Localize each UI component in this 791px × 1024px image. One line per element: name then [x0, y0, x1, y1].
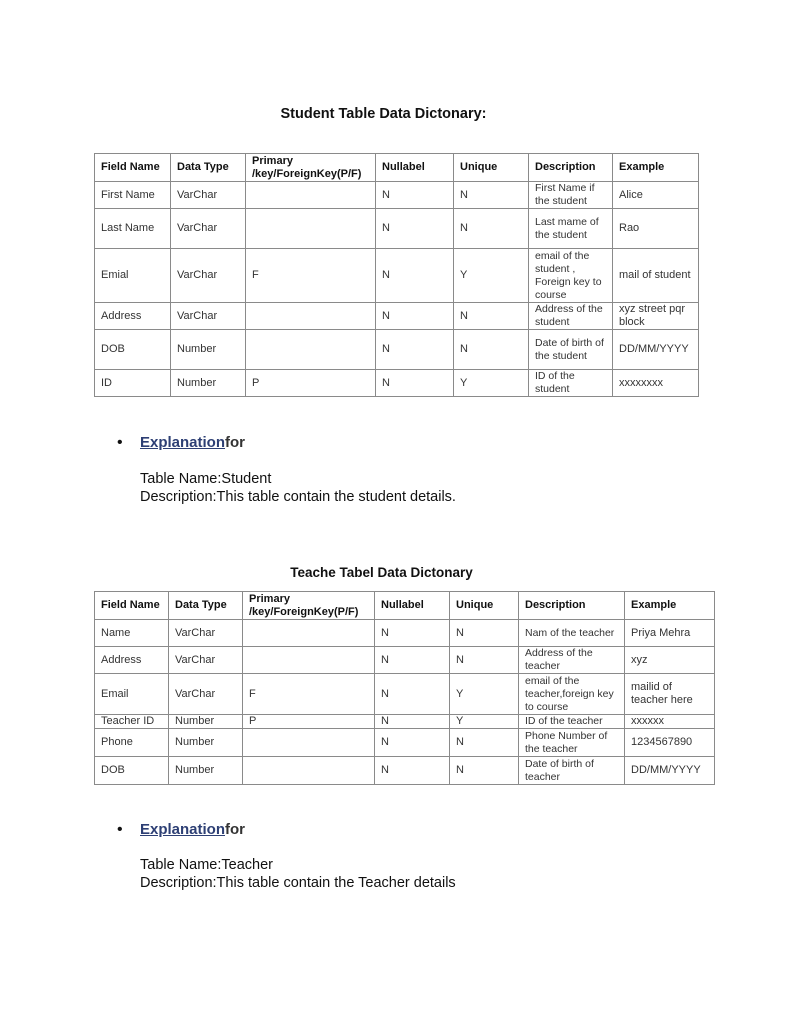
- cell-unique: N: [454, 209, 529, 249]
- cell-unique: N: [454, 182, 529, 209]
- cell-example: xyz street pqr block: [613, 303, 699, 330]
- cell-example: 1234567890: [625, 729, 715, 757]
- teacher-table-description: Description:This table contain the Teacher details: [140, 875, 456, 891]
- cell-unique: N: [450, 729, 519, 757]
- cell-example: mail of student: [613, 249, 699, 303]
- cell-example: xxxxxx: [625, 715, 715, 729]
- cell-unique: Y: [450, 715, 519, 729]
- cell-nullable: N: [376, 249, 454, 303]
- teacher-table-title: Teache Tabel Data Dictonary: [290, 565, 473, 580]
- cell-key: [243, 647, 375, 674]
- cell-data-type: VarChar: [169, 620, 243, 647]
- explanation-suffix: for: [225, 821, 246, 838]
- cell-field-name: Name: [95, 620, 169, 647]
- student-table-description: Description:This table contain the student details.: [140, 489, 456, 505]
- cell-key: F: [246, 249, 376, 303]
- teacher-explanation-heading: [140, 821, 245, 838]
- cell-example: Priya Mehra: [625, 620, 715, 647]
- cell-unique: N: [450, 620, 519, 647]
- cell-key: P: [243, 715, 375, 729]
- cell-description: Phone Number of the teacher: [519, 729, 625, 757]
- cell-nullable: N: [375, 729, 450, 757]
- table-row: [95, 370, 699, 397]
- table-row: [95, 757, 715, 785]
- table-row: [95, 715, 715, 729]
- cell-nullable: N: [375, 757, 450, 785]
- cell-description: Date of birth of teacher: [519, 757, 625, 785]
- header-primary-foreign-key: Primary /key/ForeignKey(P/F): [246, 154, 376, 182]
- cell-field-name: Address: [95, 303, 171, 330]
- header-field-name: Field Name: [95, 592, 169, 620]
- cell-field-name: Address: [95, 647, 169, 674]
- cell-nullable: N: [375, 620, 450, 647]
- cell-field-name: Last Name: [95, 209, 171, 249]
- table-row: [95, 209, 699, 249]
- cell-description: Address of the teacher: [519, 647, 625, 674]
- cell-unique: N: [454, 303, 529, 330]
- cell-example: Rao: [613, 209, 699, 249]
- cell-data-type: VarChar: [171, 209, 246, 249]
- cell-key: F: [243, 674, 375, 715]
- cell-key: P: [246, 370, 376, 397]
- cell-key: [246, 330, 376, 370]
- header-description: Description: [519, 592, 625, 620]
- cell-data-type: VarChar: [171, 249, 246, 303]
- cell-unique: N: [454, 330, 529, 370]
- header-unique: Unique: [454, 154, 529, 182]
- cell-description: Address of the student: [529, 303, 613, 330]
- student-table-title: Student Table Data Dictonary:: [280, 106, 487, 122]
- cell-data-type: Number: [169, 757, 243, 785]
- cell-unique: N: [450, 757, 519, 785]
- header-data-type: Data Type: [171, 154, 246, 182]
- table-row: [95, 647, 715, 674]
- cell-data-type: VarChar: [171, 303, 246, 330]
- header-example: Example: [625, 592, 715, 620]
- cell-data-type: Number: [169, 729, 243, 757]
- table-row: [95, 330, 699, 370]
- table-header-row: [95, 592, 715, 620]
- cell-description: ID of the teacher: [519, 715, 625, 729]
- table-row: [95, 674, 715, 715]
- cell-data-type: Number: [171, 370, 246, 397]
- header-description: Description: [529, 154, 613, 182]
- teacher-data-dictionary-table: [94, 591, 715, 785]
- bullet-marker: •: [117, 821, 123, 838]
- cell-unique: Y: [454, 370, 529, 397]
- cell-example: mailid of teacher here: [625, 674, 715, 715]
- cell-field-name: Email: [95, 674, 169, 715]
- cell-unique: N: [450, 647, 519, 674]
- cell-example: xyz: [625, 647, 715, 674]
- table-header-row: [95, 154, 699, 182]
- cell-field-name: DOB: [95, 330, 171, 370]
- cell-unique: Y: [454, 249, 529, 303]
- cell-data-type: VarChar: [169, 674, 243, 715]
- cell-example: DD/MM/YYYY: [613, 330, 699, 370]
- cell-key: [243, 620, 375, 647]
- cell-example: Alice: [613, 182, 699, 209]
- header-data-type: Data Type: [169, 592, 243, 620]
- header-unique: Unique: [450, 592, 519, 620]
- explanation-link[interactable]: Explanation: [140, 821, 226, 838]
- student-data-dictionary-table: [94, 153, 699, 397]
- header-field-name: Field Name: [95, 154, 171, 182]
- cell-field-name: DOB: [95, 757, 169, 785]
- table-row: [95, 729, 715, 757]
- cell-description: email of the student , Foreign key to course: [529, 249, 613, 303]
- cell-field-name: ID: [95, 370, 171, 397]
- cell-key: [246, 303, 376, 330]
- student-table-name: Table Name:Student: [140, 471, 272, 487]
- cell-field-name: Emial: [95, 249, 171, 303]
- table-row: [95, 182, 699, 209]
- student-explanation-heading: [140, 434, 245, 451]
- cell-description: Date of birth of the student: [529, 330, 613, 370]
- cell-field-name: First Name: [95, 182, 171, 209]
- cell-nullable: N: [376, 370, 454, 397]
- cell-description: First Name if the student: [529, 182, 613, 209]
- cell-description: Nam of the teacher: [519, 620, 625, 647]
- cell-nullable: N: [376, 330, 454, 370]
- cell-data-type: Number: [171, 330, 246, 370]
- table-row: [95, 303, 699, 330]
- cell-data-type: Number: [169, 715, 243, 729]
- cell-nullable: N: [375, 715, 450, 729]
- cell-data-type: VarChar: [171, 182, 246, 209]
- cell-nullable: N: [376, 303, 454, 330]
- table-row: [95, 620, 715, 647]
- cell-field-name: Teacher ID: [95, 715, 169, 729]
- cell-key: [246, 209, 376, 249]
- cell-description: email of the teacher,foreign key to course: [519, 674, 625, 715]
- cell-nullable: N: [375, 647, 450, 674]
- cell-nullable: N: [375, 674, 450, 715]
- cell-nullable: N: [376, 182, 454, 209]
- header-nullable: Nullabel: [375, 592, 450, 620]
- header-primary-foreign-key: Primary /key/ForeignKey(P/F): [243, 592, 375, 620]
- cell-description: ID of the student: [529, 370, 613, 397]
- cell-nullable: N: [376, 209, 454, 249]
- explanation-suffix: for: [225, 434, 246, 451]
- header-nullable: Nullabel: [376, 154, 454, 182]
- cell-unique: Y: [450, 674, 519, 715]
- cell-key: [243, 757, 375, 785]
- cell-key: [243, 729, 375, 757]
- cell-example: DD/MM/YYYY: [625, 757, 715, 785]
- explanation-link[interactable]: Explanation: [140, 434, 226, 451]
- table-row: [95, 249, 699, 303]
- cell-key: [246, 182, 376, 209]
- cell-field-name: Phone: [95, 729, 169, 757]
- cell-description: Last mame of the student: [529, 209, 613, 249]
- header-example: Example: [613, 154, 699, 182]
- cell-data-type: VarChar: [169, 647, 243, 674]
- bullet-marker: •: [117, 434, 123, 451]
- cell-example: xxxxxxxx: [613, 370, 699, 397]
- teacher-table-name: Table Name:Teacher: [140, 857, 273, 873]
